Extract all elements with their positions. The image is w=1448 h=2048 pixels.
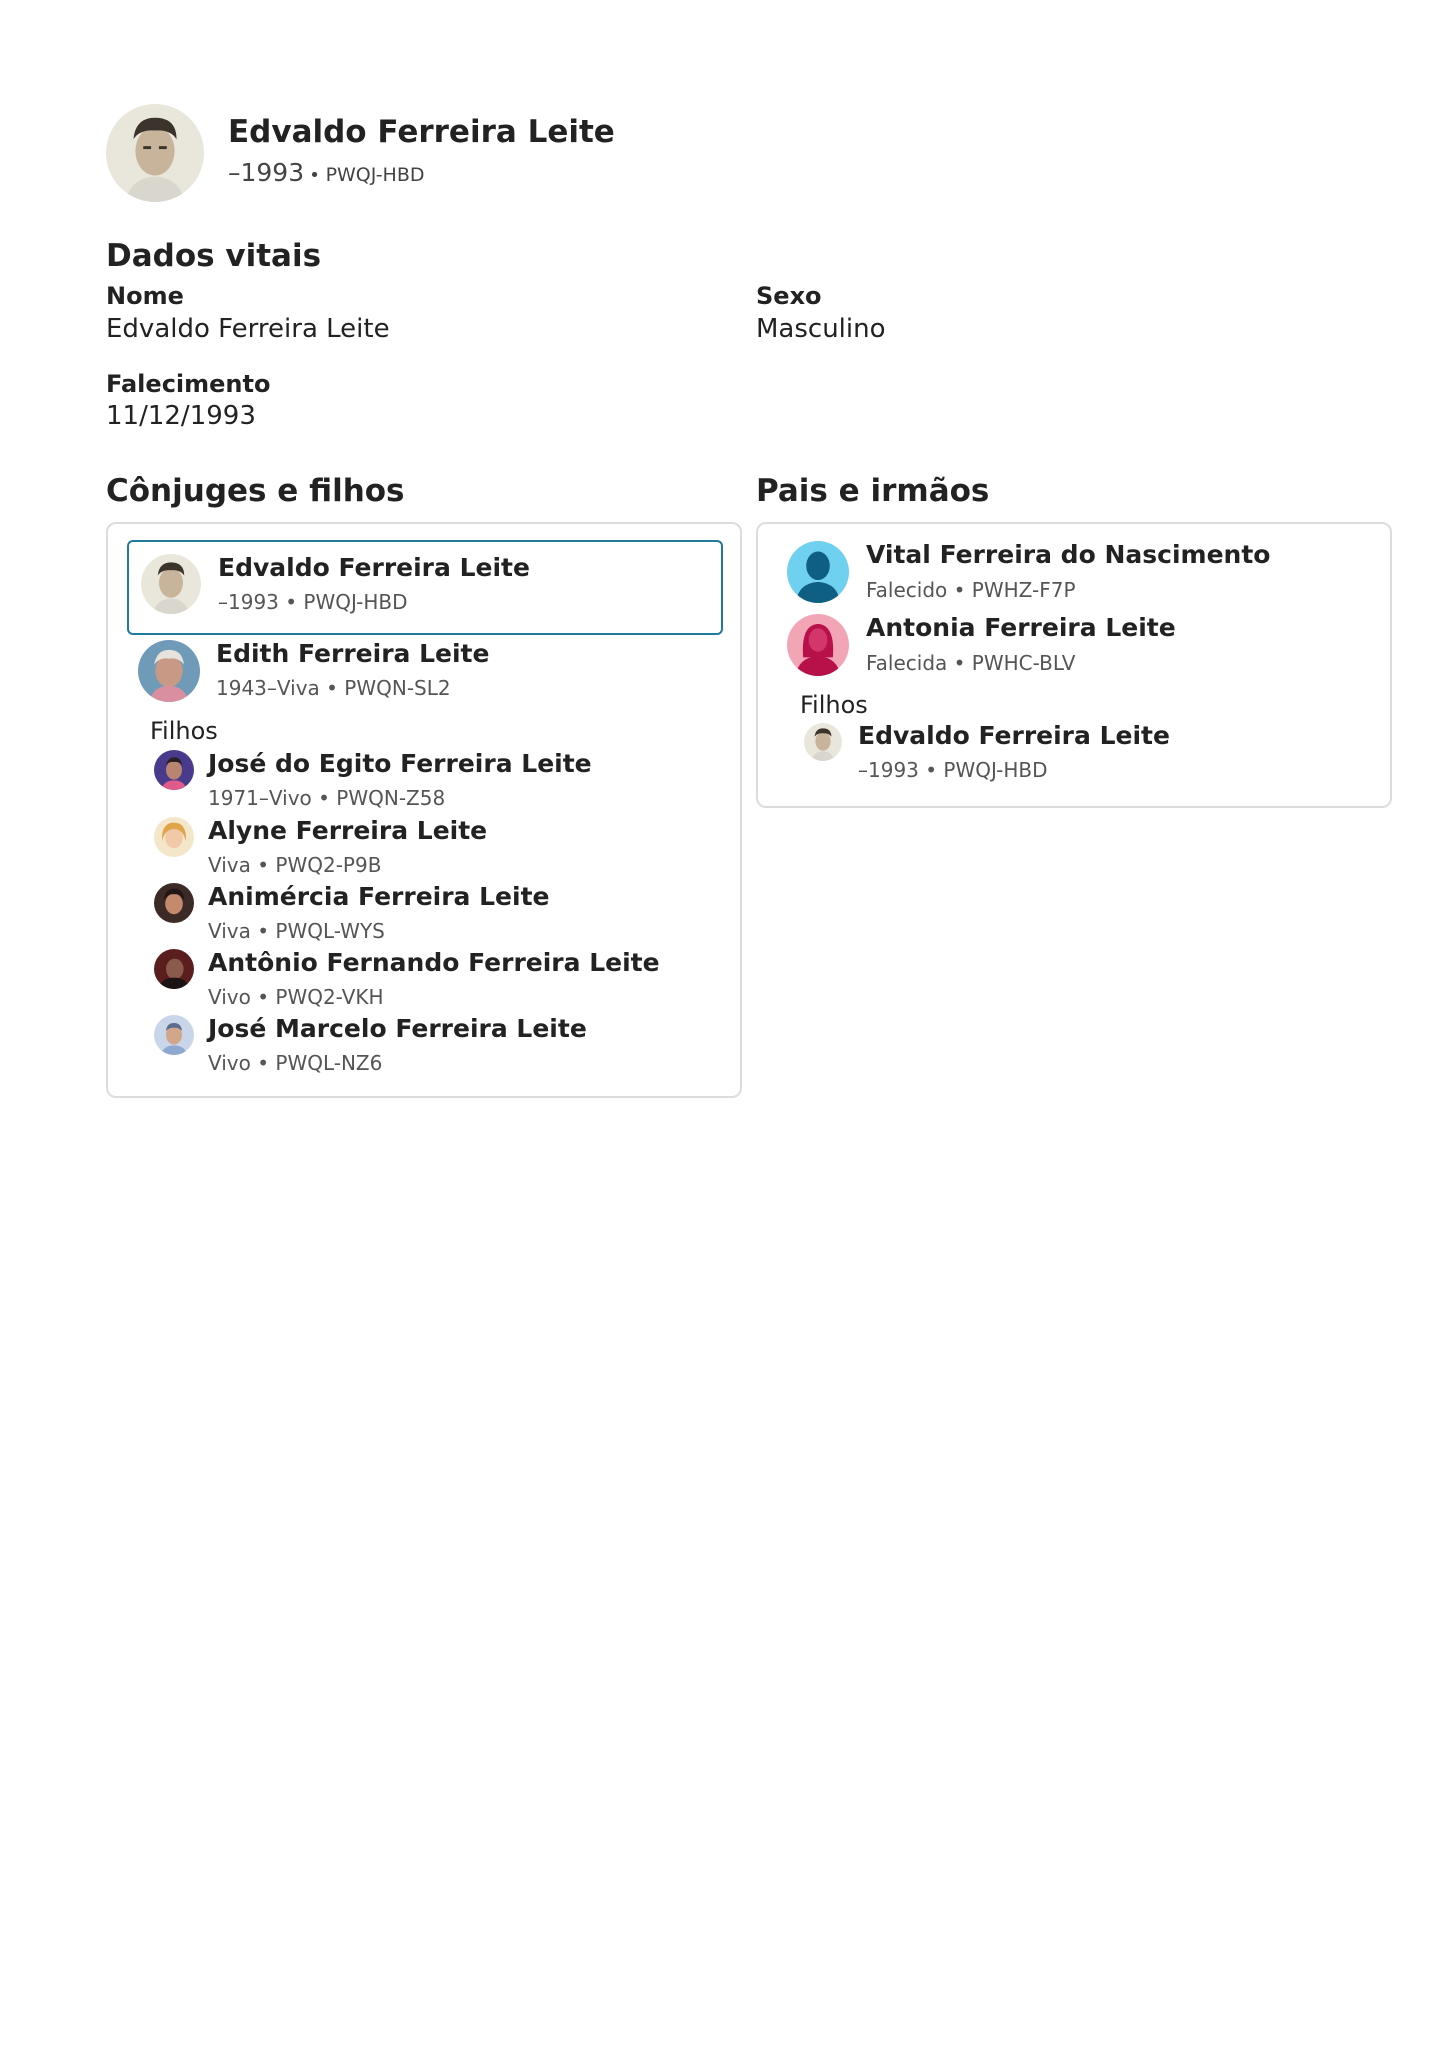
profile-name: Edvaldo Ferreira Leite [228,114,615,150]
profile-lifespan-line [228,158,425,187]
sex-value: Masculino [756,314,886,344]
child-meta: Vivo • PWQL-NZ6 [208,1051,383,1075]
child-name[interactable]: José do Egito Ferreira Leite [208,749,592,778]
female-placeholder-avatar [787,614,849,676]
male-placeholder-avatar [787,541,849,603]
profile-lifespan: –1993 [228,158,305,187]
death-value: 11/12/1993 [106,401,256,431]
self-avatar [141,554,201,614]
self-name[interactable]: Edvaldo Ferreira Leite [218,553,530,582]
spouse-name[interactable]: Edith Ferreira Leite [216,639,490,668]
vitals-heading: Dados vitais [106,238,322,274]
self-meta: –1993 • PWQJ-HBD [218,590,408,614]
child-meta: 1971–Vivo • PWQN-Z58 [208,786,446,810]
father-name[interactable]: Vital Ferreira do Nascimento [866,540,1271,569]
child-avatar [154,750,194,790]
profile-photo-avatar [106,104,204,202]
parents-child-name[interactable]: Edvaldo Ferreira Leite [858,721,1170,750]
parents-heading: Pais e irmãos [756,473,990,509]
child-self-avatar [804,723,842,761]
father-meta: Falecido • PWHZ-F7P [866,578,1076,602]
child-name[interactable]: Animércia Ferreira Leite [208,882,550,911]
spouse-meta: 1943–Viva • PWQN-SL2 [216,676,451,700]
child-name[interactable]: Antônio Fernando Ferreira Leite [208,948,660,977]
name-label: Nome [106,282,184,310]
mother-meta: Falecida • PWHC-BLV [866,651,1076,675]
child-name[interactable]: Alyne Ferreira Leite [208,816,488,845]
child-avatar [154,883,194,923]
parents-children-label: Filhos [800,691,868,719]
separator-dot: • [309,165,326,186]
child-name[interactable]: José Marcelo Ferreira Leite [208,1014,587,1043]
sex-label: Sexo [756,282,822,310]
child-avatar [154,949,194,989]
mother-name[interactable]: Antonia Ferreira Leite [866,613,1176,642]
spouses-children-label: Filhos [150,717,218,745]
name-value: Edvaldo Ferreira Leite [106,314,390,344]
profile-pid: PWQJ-HBD [325,164,425,186]
child-meta: Viva • PWQ2-P9B [208,853,382,877]
child-meta: Viva • PWQL-WYS [208,919,385,943]
child-avatar [154,1015,194,1055]
spouses-heading: Cônjuges e filhos [106,473,405,509]
death-label: Falecimento [106,370,271,398]
spouse-avatar [138,640,200,702]
child-avatar [154,817,194,857]
child-meta: Vivo • PWQ2-VKH [208,985,384,1009]
parents-child-meta: –1993 • PWQJ-HBD [858,758,1048,782]
